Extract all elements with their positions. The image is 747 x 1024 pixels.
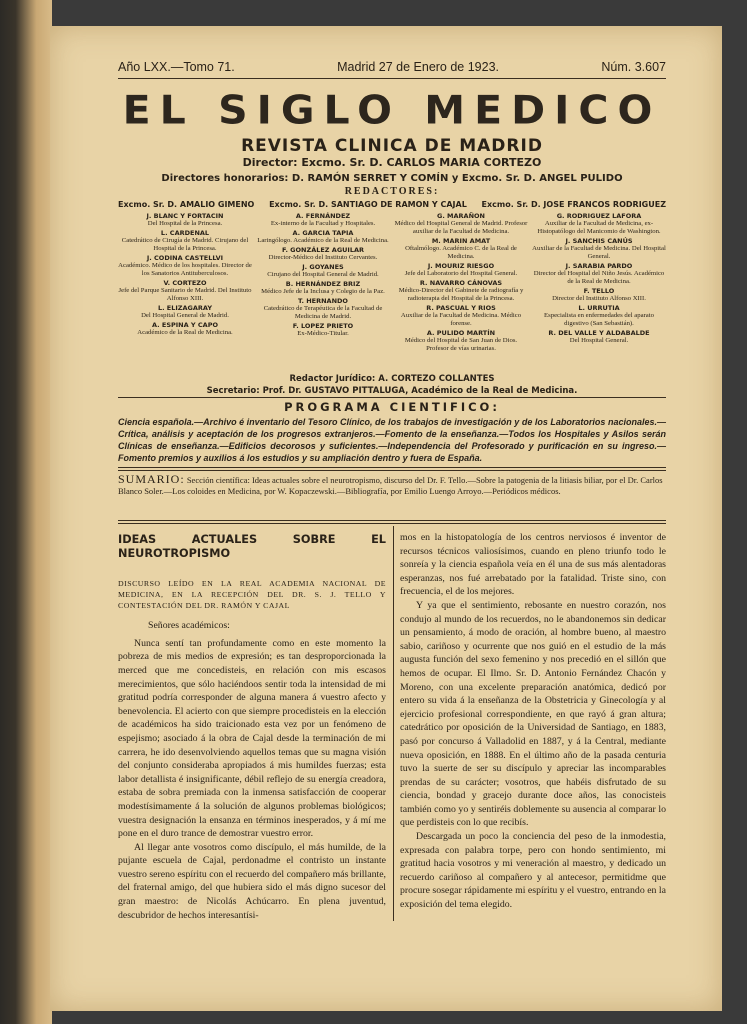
staff-desc: Auxiliar de la Facultad de Medicina, ex-Histopatólogo del Manicomio de Washington. <box>537 220 661 235</box>
staff-desc: Ex-Médico-Titular. <box>297 330 349 337</box>
staff-name: A. PULIDO MARTÍN <box>426 329 496 337</box>
staff-desc: Médico del Hospital General de Madrid. Profesor auxiliar de la Facultad de Medicina. <box>394 220 528 235</box>
staff-column <box>394 212 528 354</box>
staff-name: V. CORTEZO <box>163 279 207 287</box>
sumario-rule-top <box>118 467 666 468</box>
article-discourse-note: DISCURSO LEÍDO EN LA REAL ACADEMIA NACIONAL DE MEDICINA, EN LA RECEPCIÓN DEL DR. S. J. TELLO Y CONTESTACIÓN DEL DR. RAMÓN Y CAJAL <box>118 579 386 611</box>
sumario-rule-bottom-2 <box>118 523 666 524</box>
staff-desc: Del Hospital de la Princesa. <box>147 220 223 227</box>
staff-name: T. HERNANDO <box>298 297 348 305</box>
staff-column <box>118 212 252 354</box>
staff-desc: Del Hospital General. <box>569 337 629 344</box>
staff-name: L. CARDENAL <box>160 229 210 237</box>
staff-desc: Laringólogo. Académico de la Real de Medicina. <box>257 237 389 244</box>
staff-name: A. FERNÁNDEZ <box>295 212 351 220</box>
sumario-rule-top-2 <box>118 470 666 471</box>
staff-list <box>118 212 666 354</box>
legal-editor: Redactor Jurídico: A. CORTEZO COLLANTES <box>289 374 495 384</box>
program-title: PROGRAMA CIENTIFICO: <box>284 400 500 414</box>
article-paragraph: Nunca sentí tan profundamente como en este momento la pobreza de mis medios de expresión; es tan desproporcionada la merced que me concedisteis, en relación con mis escasos merecimientos, que sólo haciéndoos sentir toda la intensidad de mi gratitud podría corresponder de alguna manera á vuestro afecto y benevolencia. El acierto con que siempre procedisteis en la elección de académicos ha sido traicionado esta vez por un fenómeno de espejismo; asociado á la obra de Cajal desde la terminación de mi carrera, he ido desenvolviendo aquellos temas que su magna visión del conjunto consideraba apropiados á mis humildes fuerzas; esta labor detallista é insignificante, débil reflejo de su energía creadora, estaba de sobra premiada con la inmensa satisfacción de cooperar modestísimamente á la solución de algunos problemas biológicos; vuestra designación la ensanza en términos inesperados, y á mí me pone en el duro trance de demostrar vuestro error. <box>118 637 386 840</box>
staff-desc: Ex-interno de la Facultad y Hospitales. <box>270 220 376 227</box>
article-paragraph: Y ya que el sentimiento, rebosante en nuestro corazón, nos condujo al mundo de los recuerdos, no le abandonemos sin dedicar un pensamiento, á modo de oración, al hombre bueno, al maestro sabio, cariñoso y ocurrente que nos guió en el estudio de la más augusta función del sexo femenino y nos precedió en el sillón que hemos de ocupar. El Ilmo. Sr. D. Antonio Fernández Chacón y Moreno, con una excelente preparación anatómica, dedicó por entero su vida á la enseñanza de la Obstetricia y Ginecología y al ejercicio profesional correspondiente, en que rayó á gran altura; catedrático por oposición de la Universidad de Santiago, en 1883, pasó por concurso á Valladolid en 1887, y á la Central, mediante nueva oposición, en 1888. En el último año de la pasada centuria tuvo la suerte de ser su discípulo y apreciar las incomparables prendas de su carácter; vosotros, que habéis disfrutado de su ciencia, bondad y gracejo durante doce años, las conocisteis también como yo y sentiréis doblemente su ausencia al comparar lo que perdisteis con lo que recibís. <box>400 599 666 829</box>
column-divider <box>393 526 394 921</box>
staff-name: G. MARAÑON <box>436 212 485 220</box>
article-paragraph: Descargada un poco la conciencia del peso de la inmodestia, expresada con palabra torpe, pero con hondo sentimiento, mi gratitud hacia vosotros y mi veneración al maestro, y dedicado un recuerdo cariñoso al compañero y al antecesor, permitidme que procure sosegar rápidamente mi espíritu y el vuestro, entrando en la exposición del tema elegido. <box>400 831 666 911</box>
staff-desc: Académico. Médico de los hospitales. Director de los Sanatorios Antituberculosos. <box>118 262 252 277</box>
staff-name: A. ESPINA Y CAPO <box>152 321 218 329</box>
staff-name: J. MOURIZ RIESGO <box>427 262 495 270</box>
honorary-directors: Directores honorarios: D. RAMÓN SERRET Y COMÍN y Excmo. Sr. D. ANGEL PULIDO <box>161 173 623 184</box>
newspaper-page <box>50 26 722 1011</box>
staff-desc: Cirujano del Hospital General de Madrid. <box>267 271 379 278</box>
staff-desc: Especialista en enfermedades del aparato digestivo (San Sebastián). <box>544 312 654 327</box>
book-spine <box>0 0 52 1024</box>
staff-desc: Director-Médico del Instituto Cervantes. <box>268 254 378 261</box>
staff-name: J. SARABIA PARDO <box>565 262 633 270</box>
article-column-left <box>118 531 386 922</box>
staff-name: J. BLANC Y FORTACIN <box>146 212 224 220</box>
staff-column <box>256 212 390 354</box>
staff-name: F. LOPEZ PRIETO <box>292 322 354 330</box>
staff-name: L. URRUTIA <box>578 304 620 312</box>
salutation: Señores académicos: <box>148 620 230 632</box>
redactor-head: Excmo. Sr. D. SANTIAGO DE RAMON Y CAJAL <box>269 200 467 209</box>
staff-desc: Médico Jefe de la Inclusa y Colegio de la Paz. <box>261 288 385 295</box>
program-rule <box>118 397 666 398</box>
staff-name: F. TELLO <box>583 287 615 295</box>
staff-desc: Del Hospital General de Madrid. <box>141 312 229 319</box>
staff-name: J. SANCHIS CANÚS <box>565 237 633 245</box>
sumario-label: SUMARIO: <box>118 472 185 486</box>
article-paragraph: Al llegar ante vosotros como discípulo, el más humilde, de la pujante escuela de Cajal, perdonadme el contristo un instante vuestro sereno espíritu con el recuerdo del compañero más brillante, del fraternal amigo, del que hubiera sido el más digno sucesor del gran maestro: de Nicolás Achúcarro. En plena juventud, descubridor de hechos interesantísi- <box>118 841 386 921</box>
staff-desc: Académico de la Real de Medicina. <box>137 329 233 336</box>
staff-name: A. GARCIA TAPIA <box>292 229 354 237</box>
issue-header <box>118 60 666 74</box>
issue-number: Núm. 3.607 <box>601 60 666 74</box>
program-text: Ciencia española.—Archivo é inventario del Tesoro Clínico, de los trabajos de investigación y de los Laboratorios nacionales.—Crítica, análisis y aceptación de los progresos extranjeros.—Fomento de la enseñanza.—Todos los Hospitales y Asilos serán Clínicas de enseñanza.—Edificios decorosos y suficientes.—Independencia del Profesorado y purificación en su ingreso.—Fomento premios y auxilios á los estudios y su ampliación dentro y fuera de España. <box>118 417 666 463</box>
issue-date: Madrid 27 de Enero de 1923. <box>337 60 500 74</box>
staff-desc: Catedrático de Cirugía de Madrid. Cirujano del Hospital de la Princesa. <box>121 237 249 252</box>
staff-desc: Director del Instituto Alfonso XIII. <box>552 295 646 302</box>
sumario-rule-bottom <box>118 520 666 521</box>
header-rule <box>118 78 666 79</box>
staff-name: G. RODRIGUEZ LAFORA <box>556 212 642 220</box>
staff-name: R. NAVARRO CÁNOVAS <box>419 279 503 287</box>
staff-desc: Auxiliar de la Facultad de Medicina. Del Hospital General. <box>532 245 666 260</box>
staff-name: R. PASCUAL Y RIOS <box>426 304 496 312</box>
staff-desc: Médico del Hospital de San Juan de Dios. Profesor de vías urinarias. <box>404 337 518 352</box>
staff-desc: Auxiliar de la Facultad de Medicina. Médico forense. <box>400 312 522 327</box>
article-title: IDEAS ACTUALES SOBRE EL NEUROTROPISMO <box>118 533 386 560</box>
staff-name: B. HERNÁNDEZ BRIZ <box>285 280 361 288</box>
redactor-head: Excmo. Sr. D. JOSE FRANCOS RODRIGUEZ <box>481 200 666 209</box>
staff-desc: Director del Hospital del Niño Jesús. Académico de la Real de Medicina. <box>533 270 665 285</box>
staff-desc: Jefe del Parque Sanitario de Madrid. Del Instituto Alfonso XIII. <box>118 287 252 302</box>
redactores-label: REDACTORES: <box>344 186 440 197</box>
staff-desc: Médico-Director del Gabinete de radiografía y radioterapia del Hospital de la Princesa. <box>398 287 524 302</box>
article-column-right <box>400 531 666 912</box>
staff-name: F. GONZÁLEZ AGUILAR <box>281 246 365 254</box>
sumario-text: Sección científica: Ideas actuales sobre el neurotropismo, discurso del Dr. F. Tello.—Sobre la patogenia de la litiasis biliar, por el Dr. Carlos Blanco Soler.—Los coloides en Medicina, por W. Kopaczewski.—Bibliografía, por Emilio Luengo Arroyo.—Periódicos médicos. <box>118 475 663 496</box>
redactor-heads <box>118 200 666 209</box>
director-line: Director: Excmo. Sr. D. CARLOS MARIA CORTEZO <box>242 156 542 169</box>
volume-info: Año LXX.—Tomo 71. <box>118 60 235 74</box>
staff-name: R. DEL VALLE Y ALDABALDE <box>548 329 650 337</box>
staff-desc: Oftalmólogo. Académico C. de la Real de Medicina. <box>405 245 517 260</box>
staff-column <box>532 212 666 354</box>
sumario <box>118 474 666 496</box>
secretary: Secretario: Prof. Dr. GUSTAVO PITTALUGA, Académico de la Real de Medicina. <box>206 386 578 396</box>
masthead-title: EL SIGLO MEDICO <box>122 87 662 133</box>
article-paragraph: mos en la histopatología de los centros nerviosos é inventor de recursos técnicos valiosísimos, cuando en pleno triunfo todo le sonreía y la ciencia española veía en él una de sus más alentadoras esperanzas, nos fué arrebatado por la fatalidad. Triste sino, con frecuencia, el de los mejores. <box>400 532 666 598</box>
staff-name: M. MARIN AMAT <box>431 237 491 245</box>
staff-desc: Jefe del Laboratorio del Hospital General. <box>404 270 518 277</box>
staff-name: J. GOYANES <box>302 263 344 271</box>
staff-name: J. CODINA CASTELLVI <box>146 254 224 262</box>
masthead-subtitle: REVISTA CLINICA DE MADRID <box>241 136 543 156</box>
staff-name: L. ELIZAGARAY <box>157 304 213 312</box>
redactor-head: Excmo. Sr. D. AMALIO GIMENO <box>118 200 255 209</box>
staff-desc: Catedrático de Terapéutica de la Facultad de Medicina de Madrid. <box>263 305 383 320</box>
